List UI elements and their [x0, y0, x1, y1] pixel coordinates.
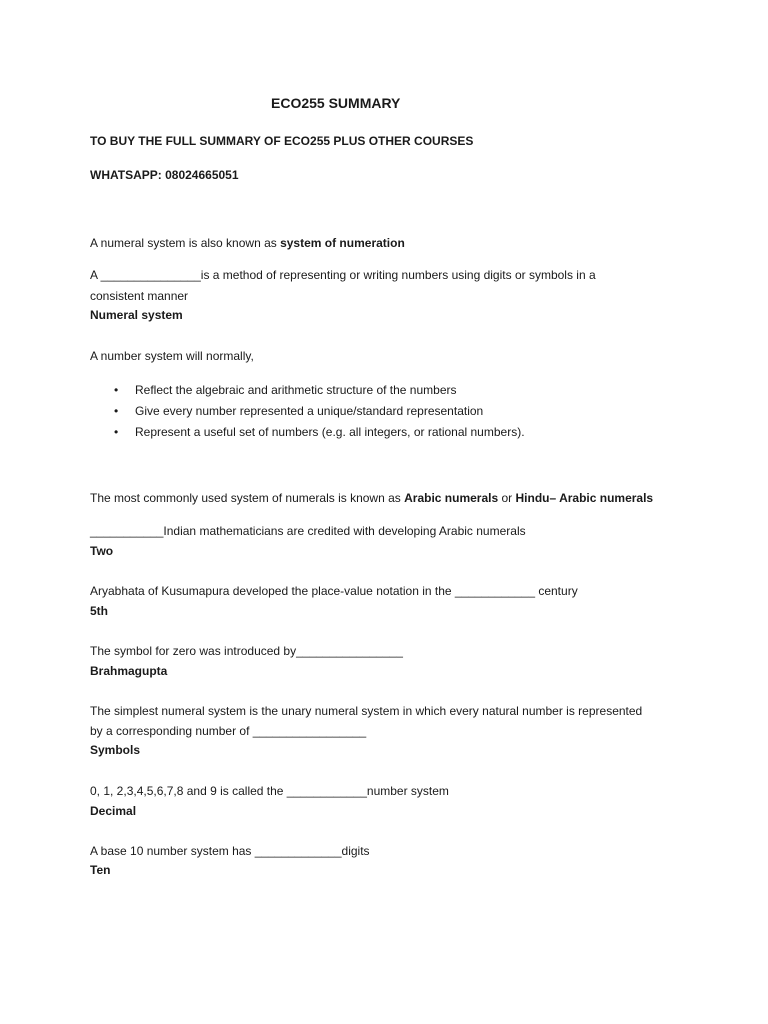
question-5-line-2: by a corresponding number of _________________	[90, 724, 367, 738]
question-2: ___________Indian mathematicians are credited with developing Arabic numerals	[90, 524, 526, 538]
answer-3: 5th	[90, 604, 108, 618]
numeral-definition-text: A numeral system is also known as	[90, 236, 281, 250]
answer-6: Decimal	[90, 804, 137, 818]
common-system-text: The most commonly used system of numerals is known as	[90, 491, 405, 505]
answer-5: Symbols	[90, 743, 141, 757]
answer-4: Brahmagupta	[90, 664, 168, 678]
answer-2: Two	[90, 544, 114, 558]
number-system-intro: A number system will normally,	[90, 349, 254, 363]
common-system-line	[90, 490, 653, 506]
list-item: • Represent a useful set of numbers (e.g. all integers, or rational numbers).	[90, 424, 525, 445]
arabic-numerals-term: Arabic numerals	[404, 491, 499, 505]
list-item: • Give every number represented a unique/standard representation	[90, 403, 525, 424]
common-system-or: or	[498, 491, 516, 505]
question-4: The symbol for zero was introduced by________________	[90, 644, 403, 658]
answer-1: Numeral system	[90, 308, 183, 322]
question-1-line-2: consistent manner	[90, 289, 189, 303]
hindu-arabic-term: Hindu– Arabic numerals	[515, 491, 654, 505]
answer-7: Ten	[90, 863, 111, 877]
list-item: • Reflect the algebraic and arithmetic structure of the numbers	[90, 382, 525, 403]
question-3: Aryabhata of Kusumapura developed the place-value notation in the ____________ century	[90, 584, 578, 598]
properties-list	[90, 382, 525, 445]
numeral-definition-term: system of numeration	[280, 236, 405, 250]
question-1-line-1: A _______________is a method of representing or writing numbers using digits or symbols in a	[90, 268, 596, 282]
question-7: A base 10 number system has _____________digits	[90, 844, 370, 858]
document-title: ECO255 SUMMARY	[271, 95, 401, 111]
numeral-definition	[90, 235, 405, 251]
question-5-line-1: The simplest numeral system is the unary numeral system in which every natural number is represented	[90, 704, 643, 718]
question-6: 0, 1, 2,3,4,5,6,7,8 and 9 is called the ____________number system	[90, 784, 449, 798]
whatsapp-contact: WHATSAPP: 08024665051	[90, 168, 239, 182]
promo-line: TO BUY THE FULL SUMMARY OF ECO255 PLUS OTHER COURSES	[90, 134, 474, 148]
